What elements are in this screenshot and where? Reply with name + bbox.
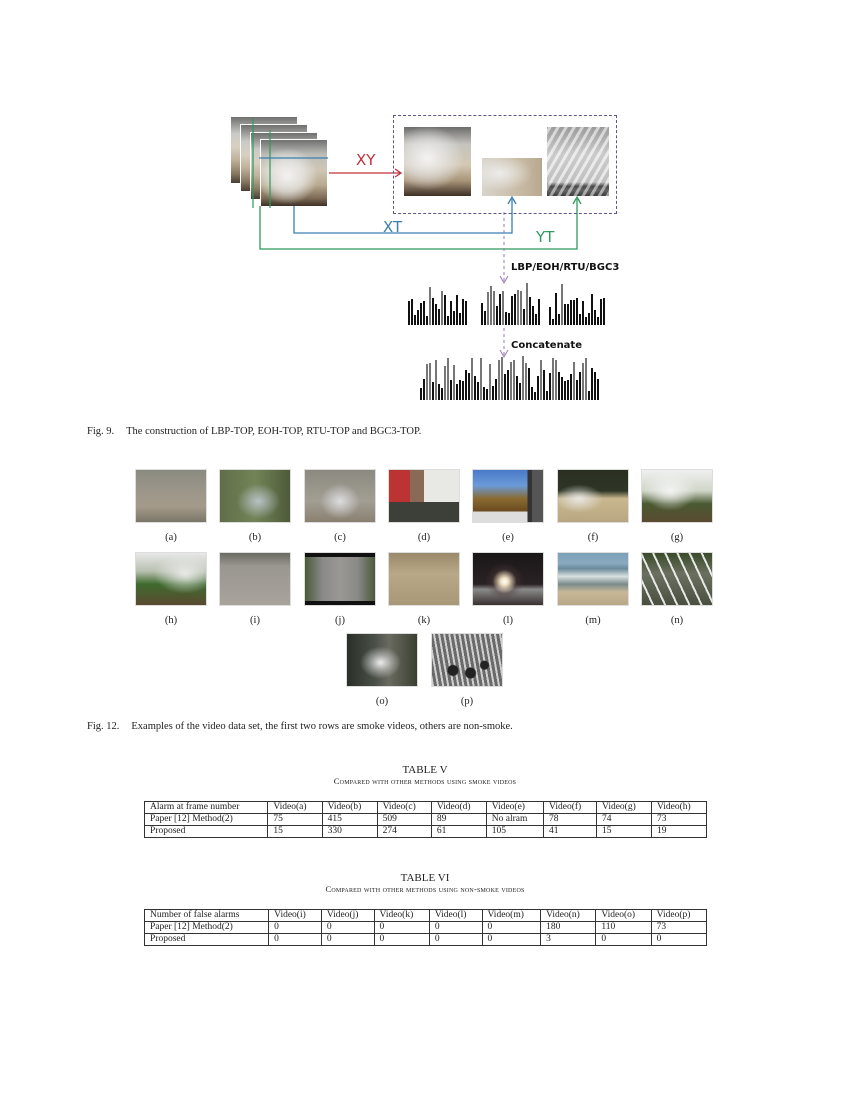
- value-cell: 0: [374, 934, 429, 946]
- table-6-title: TABLE VI: [400, 872, 450, 884]
- histogram-bar: [525, 363, 527, 400]
- header-cell: Video(n): [541, 910, 596, 922]
- figure-9-caption-text: The construction of LBP-TOP, EOH-TOP, RTU-TOP and BGC3-TOP.: [126, 426, 422, 437]
- histogram-bar: [507, 370, 509, 400]
- histogram-bar: [492, 386, 494, 400]
- value-cell: 75: [268, 814, 322, 826]
- thumb-label: (c): [334, 532, 346, 543]
- histogram-bar: [582, 301, 584, 325]
- histogram-bar: [483, 387, 485, 400]
- histogram-bar: [408, 301, 410, 325]
- thumb-k: [388, 552, 460, 626]
- histogram-bar: [552, 358, 554, 400]
- histogram-bar: [477, 382, 479, 400]
- table-5-title: TABLE V: [402, 764, 448, 776]
- histogram-bar: [537, 376, 539, 400]
- histogram-bar: [591, 368, 593, 400]
- thumb-e: [472, 469, 544, 543]
- value-cell: 89: [431, 814, 486, 826]
- histogram-bar: [579, 372, 581, 400]
- value-cell: No alram: [486, 814, 543, 826]
- row-label-cell: Paper [12] Method(2): [145, 814, 268, 826]
- histogram-bar: [564, 381, 566, 400]
- value-cell: 415: [322, 814, 377, 826]
- thumb-i: [219, 552, 291, 626]
- row-label-cell: Proposed: [145, 826, 268, 838]
- header-cell: Number of false alarms: [145, 910, 269, 922]
- histogram-bar: [513, 360, 515, 400]
- histogram-bar: [456, 384, 458, 400]
- histogram-bar: [570, 374, 572, 400]
- header-cell: Video(h): [651, 802, 706, 814]
- histogram-bar: [498, 360, 500, 400]
- histogram-bar: [426, 364, 428, 400]
- value-cell: 15: [268, 826, 322, 838]
- thumb-label: (k): [417, 615, 431, 626]
- histogram-bar: [532, 306, 534, 325]
- thumb-label: (h): [164, 615, 178, 626]
- value-cell: 0: [482, 934, 541, 946]
- value-cell: 19: [651, 826, 706, 838]
- thumb-d: [388, 469, 460, 543]
- video-thumbnail: [388, 469, 460, 523]
- video-thumbnail: [557, 552, 629, 606]
- histogram-xt: [481, 283, 541, 325]
- histogram-bar: [447, 316, 449, 325]
- xy-plane-label: XY: [356, 151, 376, 169]
- histogram-bar: [438, 309, 440, 325]
- histogram-bar: [489, 364, 491, 400]
- histogram-bar: [429, 363, 431, 400]
- histogram-bar: [535, 314, 537, 325]
- value-cell: 41: [544, 826, 597, 838]
- histogram-bar: [514, 294, 516, 325]
- video-thumbnail: [388, 552, 460, 606]
- histogram-bar: [444, 366, 446, 400]
- value-cell: 78: [544, 814, 597, 826]
- thumb-label: (f): [587, 532, 599, 543]
- histogram-bar: [528, 368, 530, 400]
- histogram-bar: [423, 379, 425, 400]
- histogram-yt: [549, 283, 606, 325]
- thumb-label: (a): [165, 532, 177, 543]
- xt-plane-image: [482, 158, 542, 196]
- table-row: [145, 922, 707, 934]
- thumb-g: [641, 469, 713, 543]
- histogram-bar: [511, 296, 513, 325]
- histogram-bar: [450, 380, 452, 400]
- histogram-bar: [603, 298, 605, 325]
- header-cell: Video(b): [322, 802, 377, 814]
- histogram-bar: [441, 291, 443, 325]
- video-thumbnail: [135, 469, 207, 523]
- header-cell: Video(j): [321, 910, 374, 922]
- header-cell: Video(f): [544, 802, 597, 814]
- thumb-label: (g): [670, 532, 684, 543]
- histogram-bar: [496, 306, 498, 325]
- video-thumbnail: [135, 552, 207, 606]
- header-cell: Video(l): [429, 910, 482, 922]
- table-6: [144, 909, 707, 946]
- thumb-c: [304, 469, 376, 543]
- thumb-m: [557, 552, 629, 626]
- histogram-bar: [493, 291, 495, 325]
- histogram-bar: [549, 373, 551, 400]
- histogram-bar: [505, 312, 507, 325]
- histogram-bar: [579, 314, 581, 325]
- thumb-label: (n): [670, 615, 684, 626]
- figure-9-number: Fig. 9.: [87, 426, 115, 437]
- histogram-bar: [538, 299, 540, 325]
- histogram-bar: [529, 297, 531, 325]
- histogram-bar: [465, 370, 467, 400]
- video-thumbnail: [219, 469, 291, 523]
- histogram-bar: [435, 360, 437, 400]
- video-thumbnail: [557, 469, 629, 523]
- histogram-xy: [408, 283, 468, 325]
- value-cell: 3: [541, 934, 596, 946]
- table-header-row: [145, 910, 707, 922]
- yt-plane-label: YT: [536, 228, 555, 246]
- histogram-bar: [459, 313, 461, 325]
- header-cell: Video(i): [269, 910, 322, 922]
- histogram-bar: [588, 391, 590, 400]
- histogram-bar: [447, 358, 449, 400]
- histogram-bar: [558, 314, 560, 325]
- histogram-bar: [540, 360, 542, 400]
- thumb-label: (m): [585, 615, 601, 626]
- thumb-label: (e): [502, 532, 514, 543]
- histogram-bar: [420, 388, 422, 400]
- figure-12-caption-text: Examples of the video data set, the first two rows are smoke videos, others are non-smoke.: [131, 721, 513, 732]
- histogram-bar: [484, 311, 486, 325]
- value-cell: 0: [269, 934, 322, 946]
- header-cell: Video(m): [482, 910, 541, 922]
- value-cell: 0: [374, 922, 429, 934]
- histogram-bar: [582, 363, 584, 400]
- value-cell: 0: [429, 934, 482, 946]
- header-cell: Alarm at frame number: [145, 802, 268, 814]
- xy-plane-image: [404, 127, 471, 196]
- thumb-label: (o): [375, 696, 389, 707]
- histogram-bar: [456, 295, 458, 325]
- thumb-o: [346, 633, 418, 707]
- table-5: [144, 801, 707, 838]
- value-cell: 274: [377, 826, 431, 838]
- thumb-n: [641, 552, 713, 626]
- histogram-bar: [432, 382, 434, 400]
- histogram-bar: [499, 294, 501, 325]
- histogram-bar: [561, 377, 563, 400]
- table-row: [145, 826, 707, 838]
- thumb-b: [219, 469, 291, 543]
- value-cell: 0: [651, 934, 706, 946]
- figure-12-caption: [87, 721, 513, 732]
- header-cell: Video(c): [377, 802, 431, 814]
- figure-12-number: Fig. 12.: [87, 721, 120, 732]
- header-cell: Video(p): [651, 910, 706, 922]
- histogram-bar: [573, 300, 575, 325]
- value-cell: 0: [269, 922, 322, 934]
- row-label-cell: Proposed: [145, 934, 269, 946]
- thumb-label: (i): [250, 615, 260, 626]
- value-cell: 74: [597, 814, 652, 826]
- histogram-bar: [594, 372, 596, 400]
- xt-plane-label: XT: [383, 218, 403, 236]
- histogram-bar: [558, 372, 560, 400]
- histogram-bar: [414, 315, 416, 325]
- histogram-bar: [573, 362, 575, 400]
- histogram-bar: [444, 295, 446, 325]
- thumb-label: (l): [503, 615, 513, 626]
- histogram-bar: [462, 381, 464, 400]
- thumb-label: (b): [248, 532, 262, 543]
- thumb-label: (p): [460, 696, 474, 707]
- histogram-bar: [576, 298, 578, 325]
- histogram-bar: [597, 379, 599, 400]
- value-cell: 0: [429, 922, 482, 934]
- histogram-bar: [517, 290, 519, 325]
- video-thumbnail: [304, 552, 376, 606]
- figure-9-caption: [87, 426, 421, 437]
- thumb-f: [557, 469, 629, 543]
- video-thumbnail: [472, 552, 544, 606]
- histogram-bar: [570, 300, 572, 325]
- histogram-bar: [519, 383, 521, 400]
- histogram-bar: [504, 374, 506, 400]
- value-cell: 0: [596, 934, 651, 946]
- yt-plane-image: [547, 127, 609, 196]
- header-cell: Video(k): [374, 910, 429, 922]
- table-5-subtitle: Compared with other methods using smoke videos: [333, 776, 517, 786]
- histogram-bar: [441, 388, 443, 400]
- thumb-l: [472, 552, 544, 626]
- histogram-bar: [426, 316, 428, 325]
- histogram-bar: [555, 360, 557, 400]
- histogram-bar: [450, 301, 452, 325]
- histogram-bar: [526, 283, 528, 325]
- value-cell: 61: [431, 826, 486, 838]
- histogram-bar: [555, 293, 557, 325]
- histogram-bar: [516, 376, 518, 400]
- histogram-bar: [600, 299, 602, 325]
- video-thumbnail: [641, 469, 713, 523]
- histogram-bar: [459, 380, 461, 400]
- header-cell: Video(g): [597, 802, 652, 814]
- value-cell: 105: [486, 826, 543, 838]
- histogram-bar: [594, 310, 596, 325]
- histogram-bar: [561, 284, 563, 325]
- histogram-bar: [567, 380, 569, 400]
- histogram-bar: [520, 291, 522, 325]
- histogram-concatenated: [420, 356, 600, 400]
- value-cell: 0: [321, 934, 374, 946]
- histogram-bar: [432, 298, 434, 325]
- value-cell: 180: [541, 922, 596, 934]
- thumb-label: (d): [417, 532, 431, 543]
- histogram-bar: [462, 299, 464, 325]
- histogram-bar: [585, 317, 587, 325]
- video-thumbnail: [304, 469, 376, 523]
- header-cell: Video(o): [596, 910, 651, 922]
- value-cell: 110: [596, 922, 651, 934]
- row-label-cell: Paper [12] Method(2): [145, 922, 269, 934]
- table-header-row: [145, 802, 707, 814]
- thumb-label: (j): [335, 615, 345, 626]
- histogram-bar: [486, 389, 488, 400]
- histogram-bar: [543, 370, 545, 400]
- value-cell: 509: [377, 814, 431, 826]
- histogram-bar: [474, 376, 476, 400]
- histogram-bar: [438, 384, 440, 400]
- histogram-bar: [588, 313, 590, 325]
- histogram-bar: [597, 317, 599, 325]
- histogram-bar: [591, 294, 593, 325]
- video-thumbnail: [346, 633, 418, 687]
- table-row: [145, 934, 707, 946]
- histogram-bar: [468, 373, 470, 400]
- histogram-bar: [481, 303, 483, 325]
- thumb-j: [304, 552, 376, 626]
- histogram-bar: [576, 380, 578, 400]
- header-cell: Video(d): [431, 802, 486, 814]
- video-thumbnail: [219, 552, 291, 606]
- value-cell: 330: [322, 826, 377, 838]
- value-cell: 0: [321, 922, 374, 934]
- histogram-bar: [420, 303, 422, 325]
- histogram-bar: [508, 313, 510, 325]
- histogram-bar: [435, 304, 437, 325]
- histogram-bar: [501, 357, 503, 400]
- value-cell: 15: [597, 826, 652, 838]
- video-thumbnail: [431, 633, 503, 687]
- feature-descriptor-label: LBP/EOH/RTU/BGC3: [511, 262, 620, 273]
- histogram-bar: [417, 310, 419, 325]
- histogram-bar: [534, 392, 536, 400]
- thumb-h: [135, 552, 207, 626]
- histogram-bar: [531, 387, 533, 400]
- histogram-bar: [480, 358, 482, 400]
- value-cell: 73: [651, 922, 706, 934]
- histogram-bar: [465, 301, 467, 325]
- histogram-bar: [549, 307, 551, 325]
- video-thumbnail: [472, 469, 544, 523]
- value-cell: 73: [651, 814, 706, 826]
- histogram-bar: [495, 379, 497, 400]
- table-6-subtitle: Compared with other methods using non-smoke videos: [325, 884, 525, 894]
- histogram-bar: [502, 291, 504, 325]
- histogram-bar: [423, 301, 425, 325]
- thumb-p: [431, 633, 503, 707]
- histogram-bar: [471, 358, 473, 400]
- histogram-bar: [546, 391, 548, 400]
- histogram-bar: [487, 292, 489, 325]
- histogram-bar: [510, 362, 512, 400]
- histogram-bar: [453, 365, 455, 400]
- histogram-bar: [585, 358, 587, 400]
- table-row: [145, 814, 707, 826]
- histogram-bar: [490, 286, 492, 325]
- histogram-bar: [453, 311, 455, 325]
- histogram-bar: [552, 319, 554, 325]
- histogram-bar: [567, 304, 569, 325]
- thumb-a: [135, 469, 207, 543]
- histogram-bar: [564, 304, 566, 325]
- histogram-bar: [411, 299, 413, 325]
- histogram-bar: [429, 287, 431, 325]
- video-thumbnail: [641, 552, 713, 606]
- value-cell: 0: [482, 922, 541, 934]
- histogram-bar: [522, 356, 524, 400]
- header-cell: Video(e): [486, 802, 543, 814]
- header-cell: Video(a): [268, 802, 322, 814]
- histogram-bar: [523, 309, 525, 325]
- concatenate-label: Concatenate: [511, 340, 582, 351]
